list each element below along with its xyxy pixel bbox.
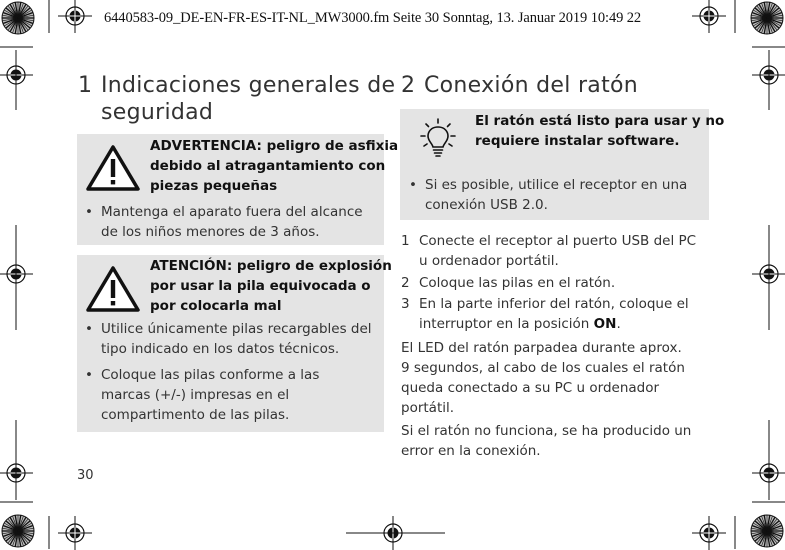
step-item	[401, 273, 711, 293]
warning-triangle-icon	[85, 265, 141, 313]
tip-title	[475, 111, 724, 151]
warning-bullet	[85, 365, 380, 425]
warning-title	[150, 256, 392, 316]
bullet-line: Mantenga el aparato fuera del alcance	[101, 204, 363, 220]
warning-bullet	[85, 319, 380, 359]
bullet-dot: •	[85, 204, 93, 220]
lightbulb-icon	[418, 117, 458, 161]
bullet-dot: •	[409, 177, 417, 193]
step-item	[401, 294, 711, 334]
bullet-line: Si es posible, utilice el receptor en una	[425, 177, 688, 193]
heading-line-2: seguridad	[101, 100, 214, 125]
tip-box	[400, 109, 725, 220]
heading-line-1: Indicaciones generales de	[101, 73, 396, 98]
page-number: 30	[77, 468, 94, 483]
bullet-line: de los niños menores de 3 años.	[101, 224, 320, 240]
paragraph-line: 9 segundos, al cabo de los cuales el ratón	[401, 360, 685, 376]
warning-triangle-icon	[85, 144, 141, 192]
step-number: 1	[401, 233, 410, 249]
tip-title-line: requiere instalar software.	[475, 133, 680, 149]
warning-title-line: piezas pequeñas	[150, 178, 278, 194]
step-line: u ordenador portátil.	[419, 253, 559, 269]
bullet-line: Coloque las pilas conforme a las	[101, 367, 320, 383]
warning-title-line: ADVERTENCIA: peligro de asfixia	[150, 138, 399, 154]
bullet-line: Utilice únicamente pilas recargables del	[101, 321, 372, 337]
step-line: Coloque las pilas en el ratón.	[419, 275, 616, 291]
step-number: 2	[401, 275, 410, 291]
section-number: 1	[78, 73, 93, 98]
paragraph-line: Si el ratón no funciona, se ha producido un	[401, 423, 692, 439]
step-line-text: .	[616, 316, 621, 332]
warning-title	[150, 136, 398, 196]
tip-bullet	[409, 175, 705, 215]
step-item	[401, 231, 711, 271]
warning-box-explosion	[77, 255, 392, 432]
bullet-line: tipo indicado en los datos técnicos.	[101, 341, 340, 357]
paragraph-line: El LED del ratón parpadea durante aprox.	[401, 340, 682, 356]
tip-title-line: El ratón está listo para usar y no	[475, 113, 725, 129]
paragraph-line: portátil.	[401, 400, 455, 416]
switch-position-on: ON	[593, 316, 617, 332]
print-header: 6440583-09_DE-EN-FR-ES-IT-NL_MW3000.fm Seite 30 Sonntag, 13. Januar 2019 10:49 22	[104, 10, 642, 26]
warning-box-choking	[77, 134, 399, 245]
warning-title-line: por colocarla mal	[150, 298, 282, 314]
paragraph-line: error en la conexión.	[401, 443, 541, 459]
step-line-text: interruptor en la posición	[419, 316, 594, 332]
paragraph-line: queda conectado a su PC u ordenador	[401, 380, 660, 396]
step-number: 3	[401, 296, 410, 312]
bullet-line: marcas (+/-) impresas en el	[101, 387, 290, 403]
section-number: 2	[401, 73, 416, 98]
warning-title-line: ATENCIÓN: peligro de explosión	[150, 258, 392, 274]
bullet-line: conexión USB 2.0.	[425, 197, 548, 213]
step-line	[419, 314, 711, 334]
step-line: Conecte el receptor al puerto USB del PC	[419, 233, 697, 249]
bullet-dot: •	[85, 367, 93, 383]
warning-bullet	[85, 202, 380, 242]
warning-title-line: debido al atragantamiento con	[150, 158, 386, 174]
bullet-line: compartimento de las pilas.	[101, 407, 290, 423]
bullet-dot: •	[85, 321, 93, 337]
error-paragraph	[401, 421, 711, 461]
warning-title-line: por usar la pila equivocada o	[150, 278, 371, 294]
heading-text: Conexión del ratón	[424, 73, 639, 98]
step-line: En la parte inferior del ratón, coloque el	[419, 296, 689, 312]
led-paragraph	[401, 338, 711, 418]
